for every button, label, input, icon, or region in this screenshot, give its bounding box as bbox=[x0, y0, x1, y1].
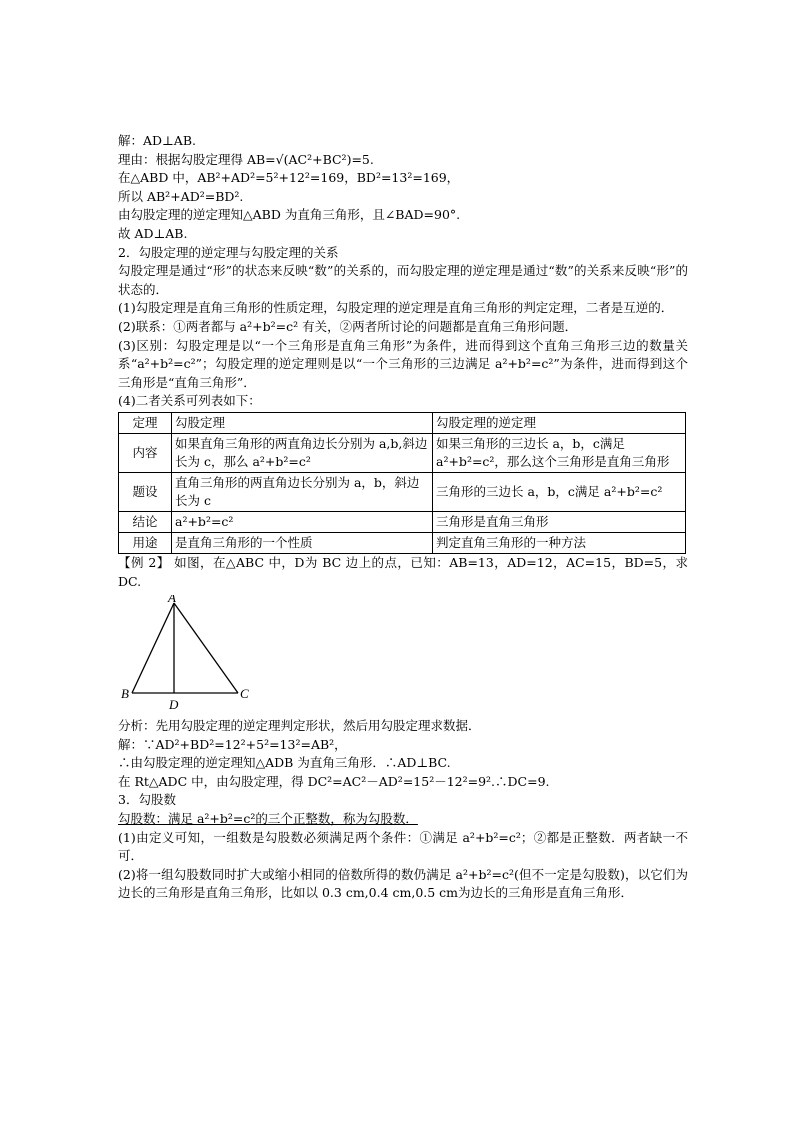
pythagorean-triple-definition: 勾股数：满足 a²+b²=c²的三个正整数，称为勾股数． bbox=[118, 811, 418, 827]
table-row bbox=[119, 532, 686, 553]
table-row bbox=[119, 433, 686, 472]
side-ac bbox=[174, 603, 238, 693]
calc-line: 在△ABD 中，AB²+AD²=5²+12²=169，BD²=13²=169， bbox=[118, 170, 460, 186]
table-cell: 题设 bbox=[119, 472, 172, 511]
point-4: (4)二者关系可列表如下： bbox=[118, 393, 261, 409]
section-heading-2: 2．勾股定理的逆定理与勾股定理的关系 bbox=[118, 244, 339, 260]
relation-paragraph: 勾股定理是通过“形”的状态来反映“数”的关系的，而勾股定理的逆定理是通过“数”的关系来反映“形”的状态的． bbox=[118, 263, 688, 297]
table-cell: 内容 bbox=[119, 433, 172, 472]
analysis-line: 分析：先用勾股定理的逆定理判定形状，然后用勾股定理求数据． bbox=[118, 718, 481, 734]
table-cell: 如果三角形的三边长 a，b，c满足 a²+b²=c²，那么这个三角形是直角三角形 bbox=[433, 433, 686, 472]
table-cell: 用途 bbox=[119, 532, 172, 553]
vertex-label-d: D bbox=[169, 697, 179, 713]
solution-step-3: 在 Rt△ADC 中，由勾股定理，得 DC²=AC²－AD²=15²－12²=9².∴DC=9. bbox=[118, 773, 550, 789]
table-cell: 是直角三角形的一个性质 bbox=[172, 532, 433, 553]
calc-result-line: 所以 AB²+AD²=BD². bbox=[118, 188, 244, 204]
document-page bbox=[118, 132, 688, 903]
point-1: (1)勾股定理是直角三角形的性质定理，勾股定理的逆定理是直角三角形的判定定理，二者是互逆的． bbox=[118, 300, 674, 316]
section-heading-3: 3．勾股数 bbox=[118, 792, 176, 808]
solution-step-1: 解：∵AD²+BD²=12²+5²=13²=AB²， bbox=[118, 736, 347, 752]
table-cell: 判定直角三角形的一种方法 bbox=[433, 532, 686, 553]
vertex-label-a: A bbox=[168, 595, 176, 606]
triangle-figure bbox=[120, 595, 688, 717]
reason-line: 理由：根据勾股定理得 AB=√(AC²+BC²)=5. bbox=[118, 151, 374, 167]
converse-line: 由勾股定理的逆定理知△ABD 为直角三角形，且∠BAD=90°. bbox=[118, 207, 461, 223]
side-ab bbox=[132, 603, 174, 693]
table-cell: 三角形的三边长 a，b，c满足 a²+b²=c² bbox=[433, 472, 686, 511]
vertex-label-c: C bbox=[240, 686, 249, 702]
vertex-label-b: B bbox=[121, 686, 129, 702]
triangle-diagram bbox=[120, 595, 260, 713]
triple-point-1: (1)由定义可知，一组数是勾股数必须满足两个条件：①满足 a²+b²=c²；②都是正整数．两者缺一不可． bbox=[118, 829, 688, 864]
table-cell: 如果直角三角形的两直角边长分别为 a,b,斜边长为 c，那么 a²+b²=c² bbox=[172, 433, 433, 472]
relation-table bbox=[118, 412, 686, 554]
table-cell: a²+b²=c² bbox=[172, 511, 433, 532]
table-cell: 三角形是直角三角形 bbox=[433, 511, 686, 532]
table-cell: 直角三角形的两直角边长分别为 a，b，斜边长为 c bbox=[172, 472, 433, 511]
table-row bbox=[119, 511, 686, 532]
solution-line: 解：AD⊥AB. bbox=[118, 133, 196, 148]
solution-step-2: ∴由勾股定理的逆定理知△ADB 为直角三角形．∴AD⊥BC. bbox=[118, 755, 451, 771]
point-3: (3)区别：勾股定理是以“一个三角形是直角三角形”为条件，进而得到这个直角三角形三边的数量关系“a²+b²=c²”；勾股定理的逆定理则是以“一个三角形的三边满足 a²+b²=c²”为条件，进而得到这个三角形是“直角三角形”． bbox=[118, 337, 688, 390]
table-cell: 勾股定理的逆定理 bbox=[433, 412, 686, 433]
conclusion-line: 故 AD⊥AB. bbox=[118, 225, 188, 241]
table-header-row bbox=[119, 412, 686, 433]
table-cell: 勾股定理 bbox=[172, 412, 433, 433]
triple-point-2: (2)将一组勾股数同时扩大或缩小相同的倍数所得的数仍满足 a²+b²=c²(但不一定是勾股数)，以它们为边长的三角形是直角三角形，比如以 0.3 cm,0.4 cm,0.5 cm为边长的三角形是直角三角形． bbox=[118, 866, 688, 901]
point-2: (2)联系：①两者都与 a²+b²=c² 有关，②两者所讨论的问题都是直角三角形问题． bbox=[118, 318, 578, 334]
table-cell: 结论 bbox=[119, 511, 172, 532]
table-row bbox=[119, 472, 686, 511]
table-cell: 定理 bbox=[119, 412, 172, 433]
example-2: 【例 2】 如图，在△ABC 中，D为 BC 边上的点，已知：AB=13，AD=12，AC=15，BD=5，求 DC. bbox=[118, 554, 688, 589]
